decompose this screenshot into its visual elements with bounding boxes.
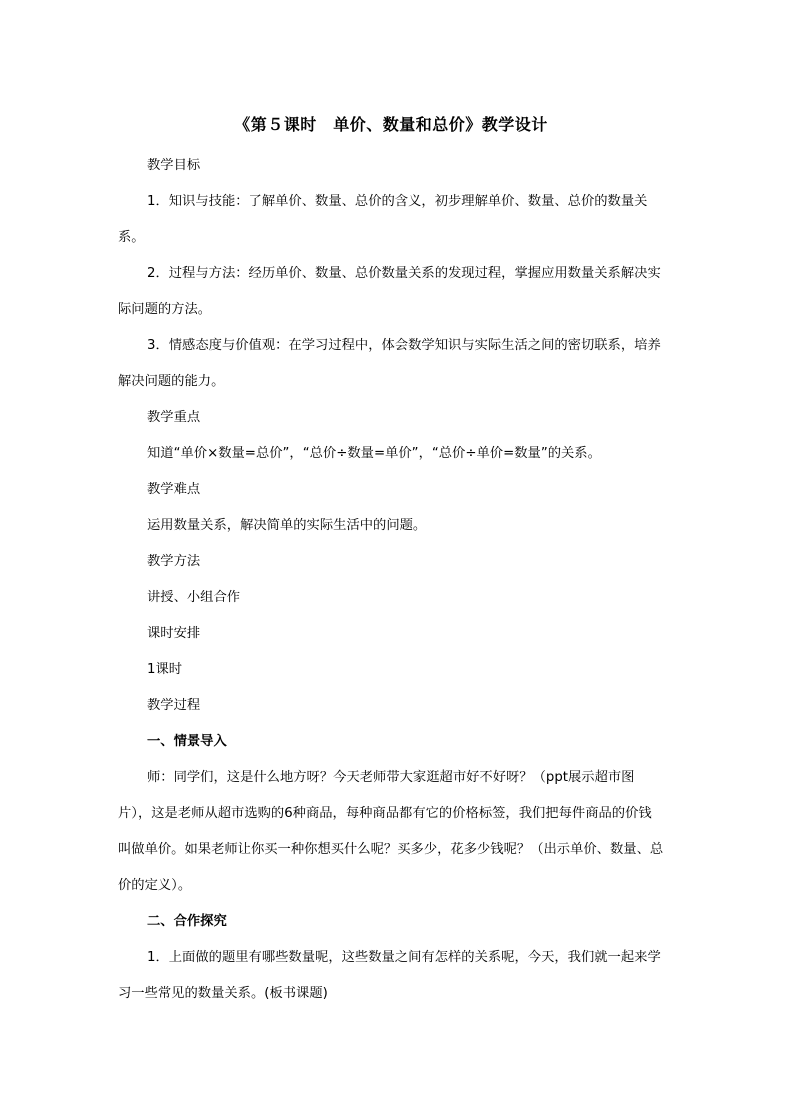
difficulties-heading: 教学难点: [147, 482, 201, 497]
document-title: 《第５课时 单价、数量和总价》教学设计: [234, 115, 548, 134]
part2-heading: 二、合作探究: [147, 914, 227, 929]
objective-1: 1．知识与技能：了解单价、数量、总价的含义，初步理解单价、数量、总价的数量关系。: [118, 194, 648, 245]
methods-text: 讲授、小组合作: [147, 590, 241, 605]
methods-heading: 教学方法: [147, 554, 201, 569]
objective-3: 3．情感态度与价值观：在学习过程中，体会数学知识与实际生活之间的密切联系，培养解决问题的能力。: [118, 338, 661, 389]
schedule-text: 1课时: [147, 662, 183, 677]
document-body: [118, 112, 664, 1012]
part2-text: 1．上面做的题里有哪些数量呢，这些数量之间有怎样的关系呢，今天，我们就一起来学习一些常见的数量关系。(板书课题): [118, 950, 661, 1001]
objective-2: 2．过程与方法：经历单价、数量、总价数量关系的发现过程，掌握应用数量关系解决实际问题的方法。: [118, 266, 661, 317]
part1-heading: 一、情景导入: [147, 734, 227, 749]
key-points-heading: 教学重点: [147, 410, 201, 425]
schedule-heading: 课时安排: [147, 626, 201, 641]
process-heading: 教学过程: [147, 698, 201, 713]
part1-text: 师：同学们，这是什么地方呀？今天老师带大家逛超市好不好呀？（ppt展示超市图片），这是老师从超市选购的6种商品，每种商品都有它的价格标签，我们把每件商品的价钱叫做单价。如果老师让你买一种你想买什么呢？买多少，花多少钱呢？（出示单价、数量、总价的定义）。: [118, 770, 664, 893]
key-points-text: 知道“单价×数量=总价”，“总价÷数量=单价”，“总价÷单价=数量”的关系。: [147, 446, 601, 461]
difficulties-text: 运用数量关系，解决简单的实际生活中的问题。: [147, 518, 427, 533]
objectives-heading: 教学目标: [147, 158, 201, 173]
